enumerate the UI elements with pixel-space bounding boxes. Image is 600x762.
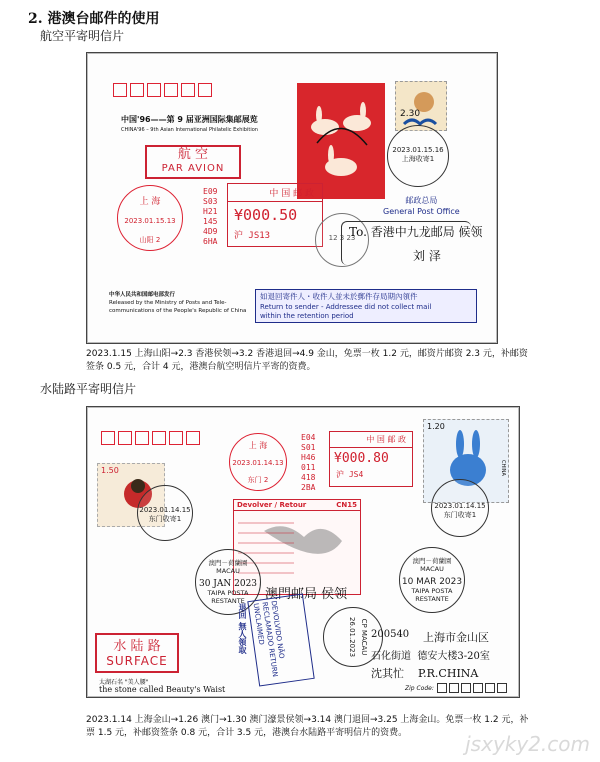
card2-subtitle: 水陆路平寄明信片	[40, 382, 137, 396]
section-title: 2. 港澳台邮件的使用	[28, 11, 160, 27]
zip-code-boxes	[437, 683, 507, 693]
svg-text:2.30: 2.30	[400, 109, 421, 119]
handwritten-address-2: 澳門邮局 侯领	[265, 587, 348, 602]
handwritten-addressee: 刘 泽	[413, 249, 441, 263]
postcode-boxes	[113, 83, 212, 97]
meter2-header: 中 国 邮 政	[330, 432, 412, 448]
datestamp-city: 上 海	[139, 197, 161, 207]
datestamp-date: 2023.01.15.13	[124, 217, 176, 225]
rabbit-stamp	[297, 83, 385, 199]
recipient-addr-1: 上海市金山区	[423, 631, 489, 644]
datestamp-office: 山阳 2	[139, 236, 161, 244]
return-form-label: Devolver / Retour	[237, 501, 307, 509]
macau-postmark-2	[399, 547, 465, 613]
postcode-boxes-2	[101, 431, 200, 445]
shanyang-datestamp	[117, 185, 183, 251]
return-form-header	[234, 500, 360, 511]
surface-cn: 水 陆 路	[113, 639, 161, 654]
site-watermark: jsxyky2.com	[465, 732, 590, 756]
zip-code-label: Zip Code:	[405, 685, 434, 692]
surface-en: SURFACE	[106, 654, 168, 668]
postage-meter-label-2	[329, 431, 413, 487]
meter-header: 中 国 邮 政	[228, 184, 322, 202]
card1-caption: 2023.1.15 上海山阳→2.3 香港侯领→3.2 香港退回→4.9 金山，免票一枚 1.2 元，邮资片邮资 2.3 元，补邮资签条 0.5 元，合计 4 元，港澳台航空明信片平寄的资费。	[86, 349, 528, 372]
stamp-value-left: 1.50	[101, 466, 119, 475]
unclaimed-stamp	[247, 594, 314, 687]
exhibition-title-cn: 中国'96——第 9 届亚洲国际集邮展览	[121, 115, 258, 124]
address-box	[341, 221, 471, 265]
publisher-cn: 中华人民共和国邮电部发行	[109, 292, 176, 298]
beauty-cn: 太湖石名 "美人腰"	[99, 679, 149, 686]
rabbit-stamp-art	[297, 83, 385, 199]
hk-gpo-mark	[383, 195, 460, 217]
hk-office-en: General Post Office	[383, 207, 460, 216]
return-label	[255, 289, 477, 323]
meter-value: ¥000.50	[234, 206, 298, 224]
unclaimed-cn: 退回 無人領取	[238, 603, 247, 654]
stamp-value-right: 1.20	[427, 422, 445, 431]
surface-postcard	[86, 406, 520, 698]
beauty-en: the stone called Beauty's Waist	[99, 685, 226, 694]
postage-meter-label	[227, 183, 323, 247]
recipient-addr-2: 石化街道 德安大楼3-20室	[371, 651, 490, 662]
return-form-code: CN15	[336, 501, 357, 509]
macau2-mid: MACAU	[420, 565, 444, 573]
left-postmark-office: 东门收寄1	[148, 515, 182, 523]
cpo-date: 26.01.2023	[348, 616, 356, 658]
datestamp2-city: 上 海	[248, 441, 268, 450]
hk-date: 12 3 23	[328, 234, 356, 242]
publisher-en: Released by the Ministry of Posts and Tele-communications of the People's Republic of China	[109, 300, 247, 314]
meter2-value: ¥000.80	[334, 451, 389, 466]
right-postmark-office: 东门收寄1	[443, 511, 477, 519]
macau1-top: 澳門－荷蘭園	[208, 559, 248, 567]
monkey-stamp	[395, 81, 447, 131]
return-en-2: within the retention period	[260, 312, 354, 320]
card2-caption: 2023.1.14 上海金山→1.26 澳门→1.30 澳门濠景侯领→3.14 澳门退回→3.25 上海金山。免票一枚 1.2 元，补票 1.5 元，补邮资签条 0.8 元，合计 3.5 元，港澳台水陆路平寄明信片的资费。	[86, 715, 529, 738]
airmail-en: PAR AVION	[161, 163, 225, 174]
macau2-bottom: TAIPA POSTA RESTANTE	[411, 587, 453, 603]
macau2-top: 澳門－荷蘭園	[412, 557, 452, 565]
macau1-date: 30 JAN 2023	[198, 579, 258, 589]
left-postmark	[137, 485, 193, 541]
handwritten-address: To. 香港中九龙邮局 候领	[349, 225, 483, 239]
meter2-codes: E04 S01 H46 011 418 2BA	[301, 433, 316, 492]
airmail-cn: 航 空	[177, 147, 209, 162]
exhibition-title-en: CHINA'96 – 9th Asian International Philatelic Exhibition	[121, 127, 258, 133]
meter2-code: 沪 JS4	[336, 470, 364, 479]
publisher-info	[109, 291, 269, 315]
airmail-postcard	[86, 52, 498, 344]
surface-label	[95, 633, 179, 673]
postmark-date: 2023.01.15.16	[392, 146, 444, 154]
recipient-zip: 200540	[371, 629, 410, 640]
macau1-mid: MACAU	[216, 567, 240, 575]
stamp-country: CHINA	[500, 460, 506, 476]
unclaimed-text: DEVOLVIDO NÃO RECLAMADO RETURN UNCLAIMED	[251, 600, 286, 678]
dongmen-datestamp	[229, 433, 287, 491]
meter-code: 沪 JS13	[234, 231, 271, 241]
cpo-name: CP MACAU	[360, 618, 368, 656]
meter-codes: E09 S03 H21 145 4D9 6HA	[203, 187, 218, 246]
hk-office-cn: 邮政总局	[405, 196, 438, 205]
left-postmark-date: 2023.01.14.15	[139, 506, 191, 514]
right-postmark	[431, 479, 489, 537]
macau1-bottom: TAIPA POSTA RESTANTE	[207, 589, 249, 605]
return-en-1: Return to sender - Addressee did not collect mail	[260, 303, 432, 311]
postmark-office: 上海收寄1	[401, 155, 435, 163]
airmail-label	[145, 145, 241, 179]
datestamp2-date: 2023.01.14.13	[232, 459, 284, 467]
macau2-date: 10 MAR 2023	[401, 577, 463, 587]
return-cn: 如退回寄件人・收件人並未於郵件存局期內領件	[260, 292, 418, 301]
card1-subtitle: 航空平寄明信片	[40, 29, 125, 43]
right-postmark-date: 2023.01.14.15	[434, 502, 486, 510]
shanghai-postmark	[387, 125, 449, 187]
datestamp2-office: 东门 2	[247, 476, 269, 484]
recipient-addr-3: 沈其忙 P.R.CHINA	[371, 667, 479, 680]
